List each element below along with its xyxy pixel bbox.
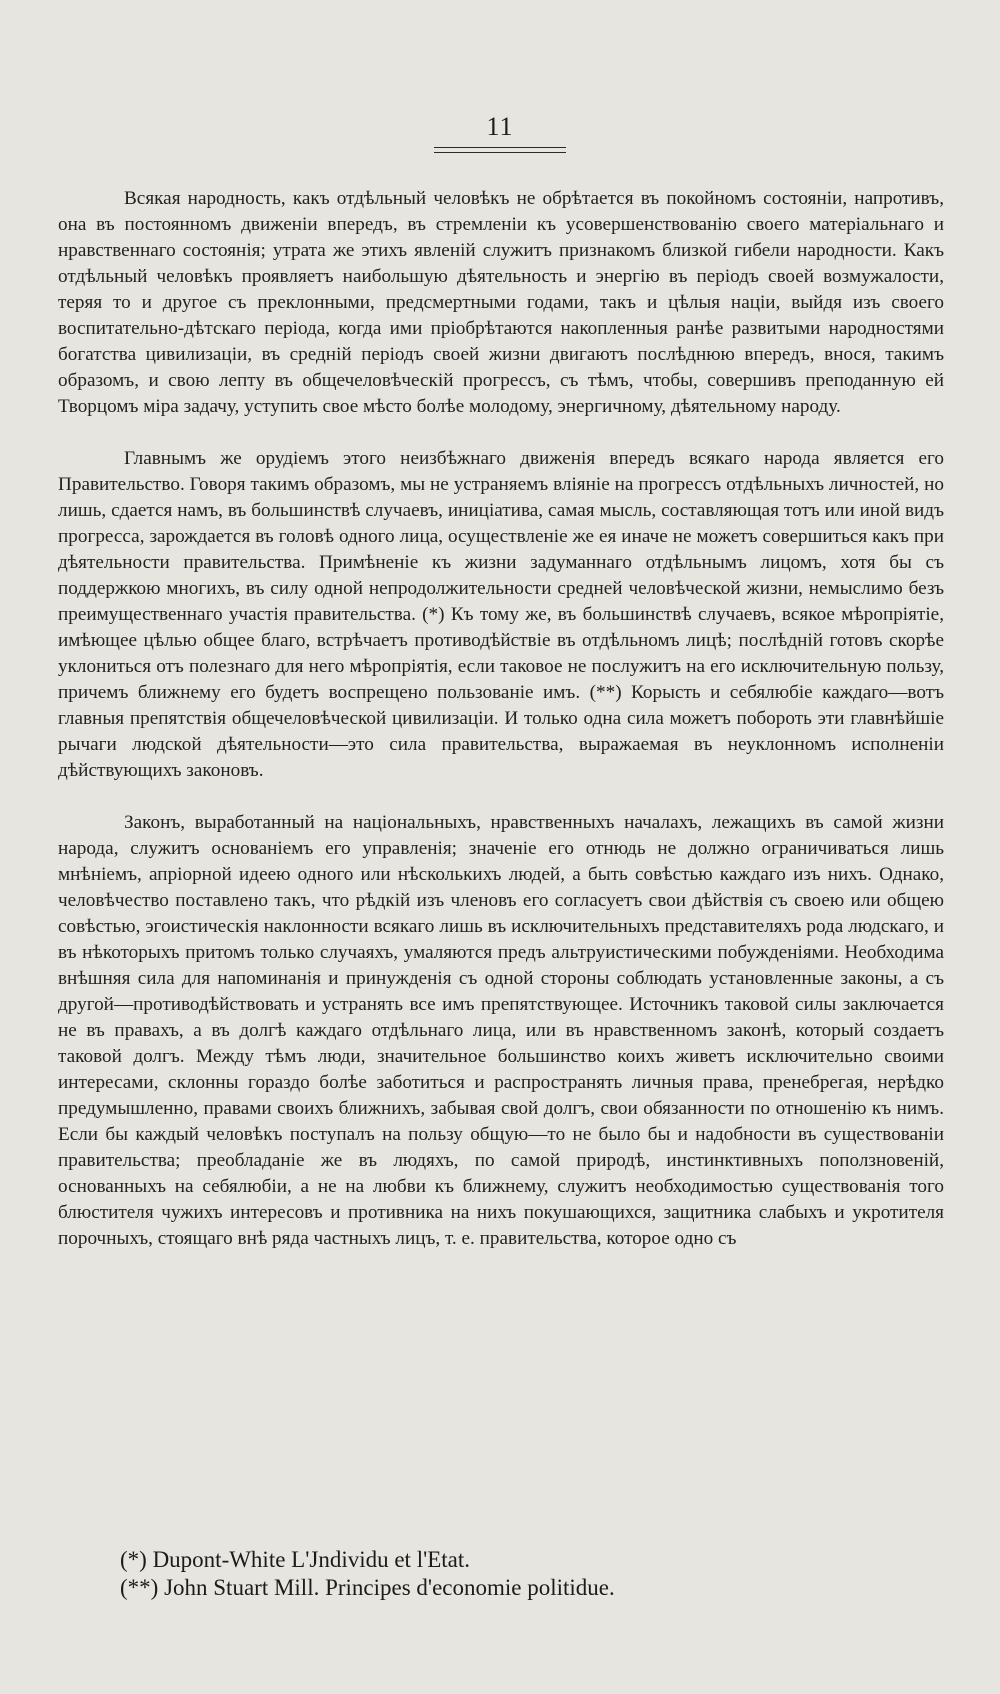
footnote: (**) John Stuart Mill. Principes d'economie politidue.	[120, 1575, 615, 1600]
header-rule	[434, 147, 566, 148]
header-rule-double	[434, 152, 566, 153]
paragraph: Всякая народность, какъ отдѣльный человѣкъ не обрѣтается въ покойномъ состояніи, напротивъ, она въ постоянномъ движеніи впередъ, въ стремленіи къ усовершенствованію своего матеріальнаго и нравственнаго состоянія; утрата же этихъ явленій служитъ признакомъ близкой гибели народности. Какъ отдѣльный человѣкъ проявляетъ наибольшую дѣятельность и энергію въ періодъ своей возмужалости, теряя то и другое съ преклонными, предсмертными годами, такъ и цѣлыя націи, выйдя изъ своего воспитательно-дѣтскаго періода, когда ими пріобрѣтаются накопленныя ранѣе развитыми народностями богатства цивилизаціи, въ средній періодъ своей жизни двигаютъ послѣднюю впередъ, внося, такимъ образомъ, и свою лепту въ общечеловѣческій прогрессъ, съ тѣмъ, чтобы, совершивъ преподанную ей Творцомъ міра задачу, уступить свое мѣсто болѣе молодому, энергичному, дѣятельному народу.	[58, 188, 944, 417]
page-number: 11	[486, 112, 514, 141]
body-text	[58, 186, 944, 1252]
footnotes	[120, 1546, 940, 1602]
paragraph: Главнымъ же орудіемъ этого неизбѣжнаго движенія впередъ всякаго народа является его Правительство. Говоря такимъ образомъ, мы не устраняемъ вліяніе на прогрессъ отдѣльныхъ личностей, но лишь, сдается намъ, въ большинствѣ случаевъ, иниціатива, самая мысль, составляющая тотъ или иной видъ прогресса, зарождается въ головѣ одного лица, осуществленіе же ея иначе не можетъ совершиться какъ при дѣятельности правительства. Примѣненіе къ жизни задуманнаго отдѣльнымъ лицомъ, хотя бы съ поддержкою многихъ, въ силу одной непродолжительности средней человѣческой жизни, немыслимо безъ преимущественнаго участія правительства. (*) Къ тому же, въ большинствѣ случаевъ, всякое мѣропріятіе, имѣющее цѣлью общее благо, встрѣчаетъ противодѣйствіе въ отдѣльномъ лицѣ; послѣдній готовъ скорѣе уклониться отъ полезнаго для него мѣропріятія, если таковое не послужитъ на его исключительную пользу, причемъ ближнему его будетъ воспрещено пользованіе имъ. (**) Корысть и себялюбіе каждаго—вотъ главныя препятствія общечеловѣческой цивилизаціи. И только одна сила можетъ побороть эти главнѣйшіе рычаги людской дѣятельности—это сила правительства, выражаемая въ неуклонномъ исполненіи дѣйствующихъ законовъ.	[58, 448, 944, 781]
footnote: (*) Dupont-White L'Jndividu et l'Etat.	[120, 1547, 471, 1572]
paragraph: Законъ, выработанный на національныхъ, нравственныхъ началахъ, лежащихъ въ самой жизни народа, служитъ основаніемъ его управленія; значеніе его отнюдь не должно ограничиваться лишь мнѣніемъ, апріорной идеею одного или нѣсколькихъ людей, а быть совѣстью каждаго изъ нихъ. Однако, человѣчество поставлено такъ, что рѣдкій изъ членовъ его согласуетъ свои дѣйствія съ своею или общею совѣстью, эгоистическія наклонности всякаго лишь въ исключительныхъ представителяхъ рода людскаго, и въ нѣкоторыхъ притомъ только случаяхъ, умаляются предъ альтруистическими побужденіями. Необходима внѣшняя сила для напоминанія и принужденія съ одной стороны соблюдать установленные законы, а съ другой—противодѣйствовать и устранять все имъ препятствующее. Источникъ таковой силы заключается не въ правахъ, а въ долгѣ каждаго отдѣльнаго лица, или въ нравственномъ законѣ, который создаетъ таковой долгъ. Между тѣмъ люди, значительное большинство коихъ живетъ исключительно своими интересами, склонны гораздо болѣе заботиться и распространять личныя права, пренебрегая, нерѣдко предумышленно, правами своихъ ближнихъ, забывая свой долгъ, свои обязанности по отношенію къ нимъ. Если бы каждый человѣкъ поступалъ на пользу общую—то не было бы и надобности въ существованіи правительства; преобладаніе же въ людяхъ, по самой природѣ, инстинктивныхъ поползновеній, основанныхъ на себялюбіи, а не на любви къ ближнему, служитъ необходимостью существованія того блюстителя чужихъ интересовъ и противника на нихъ покушающихся, защитника слабыхъ и укротителя порочныхъ, стоящаго внѣ ряда частныхъ лицъ, т. е. правительства, которое одно съ	[58, 812, 944, 1249]
